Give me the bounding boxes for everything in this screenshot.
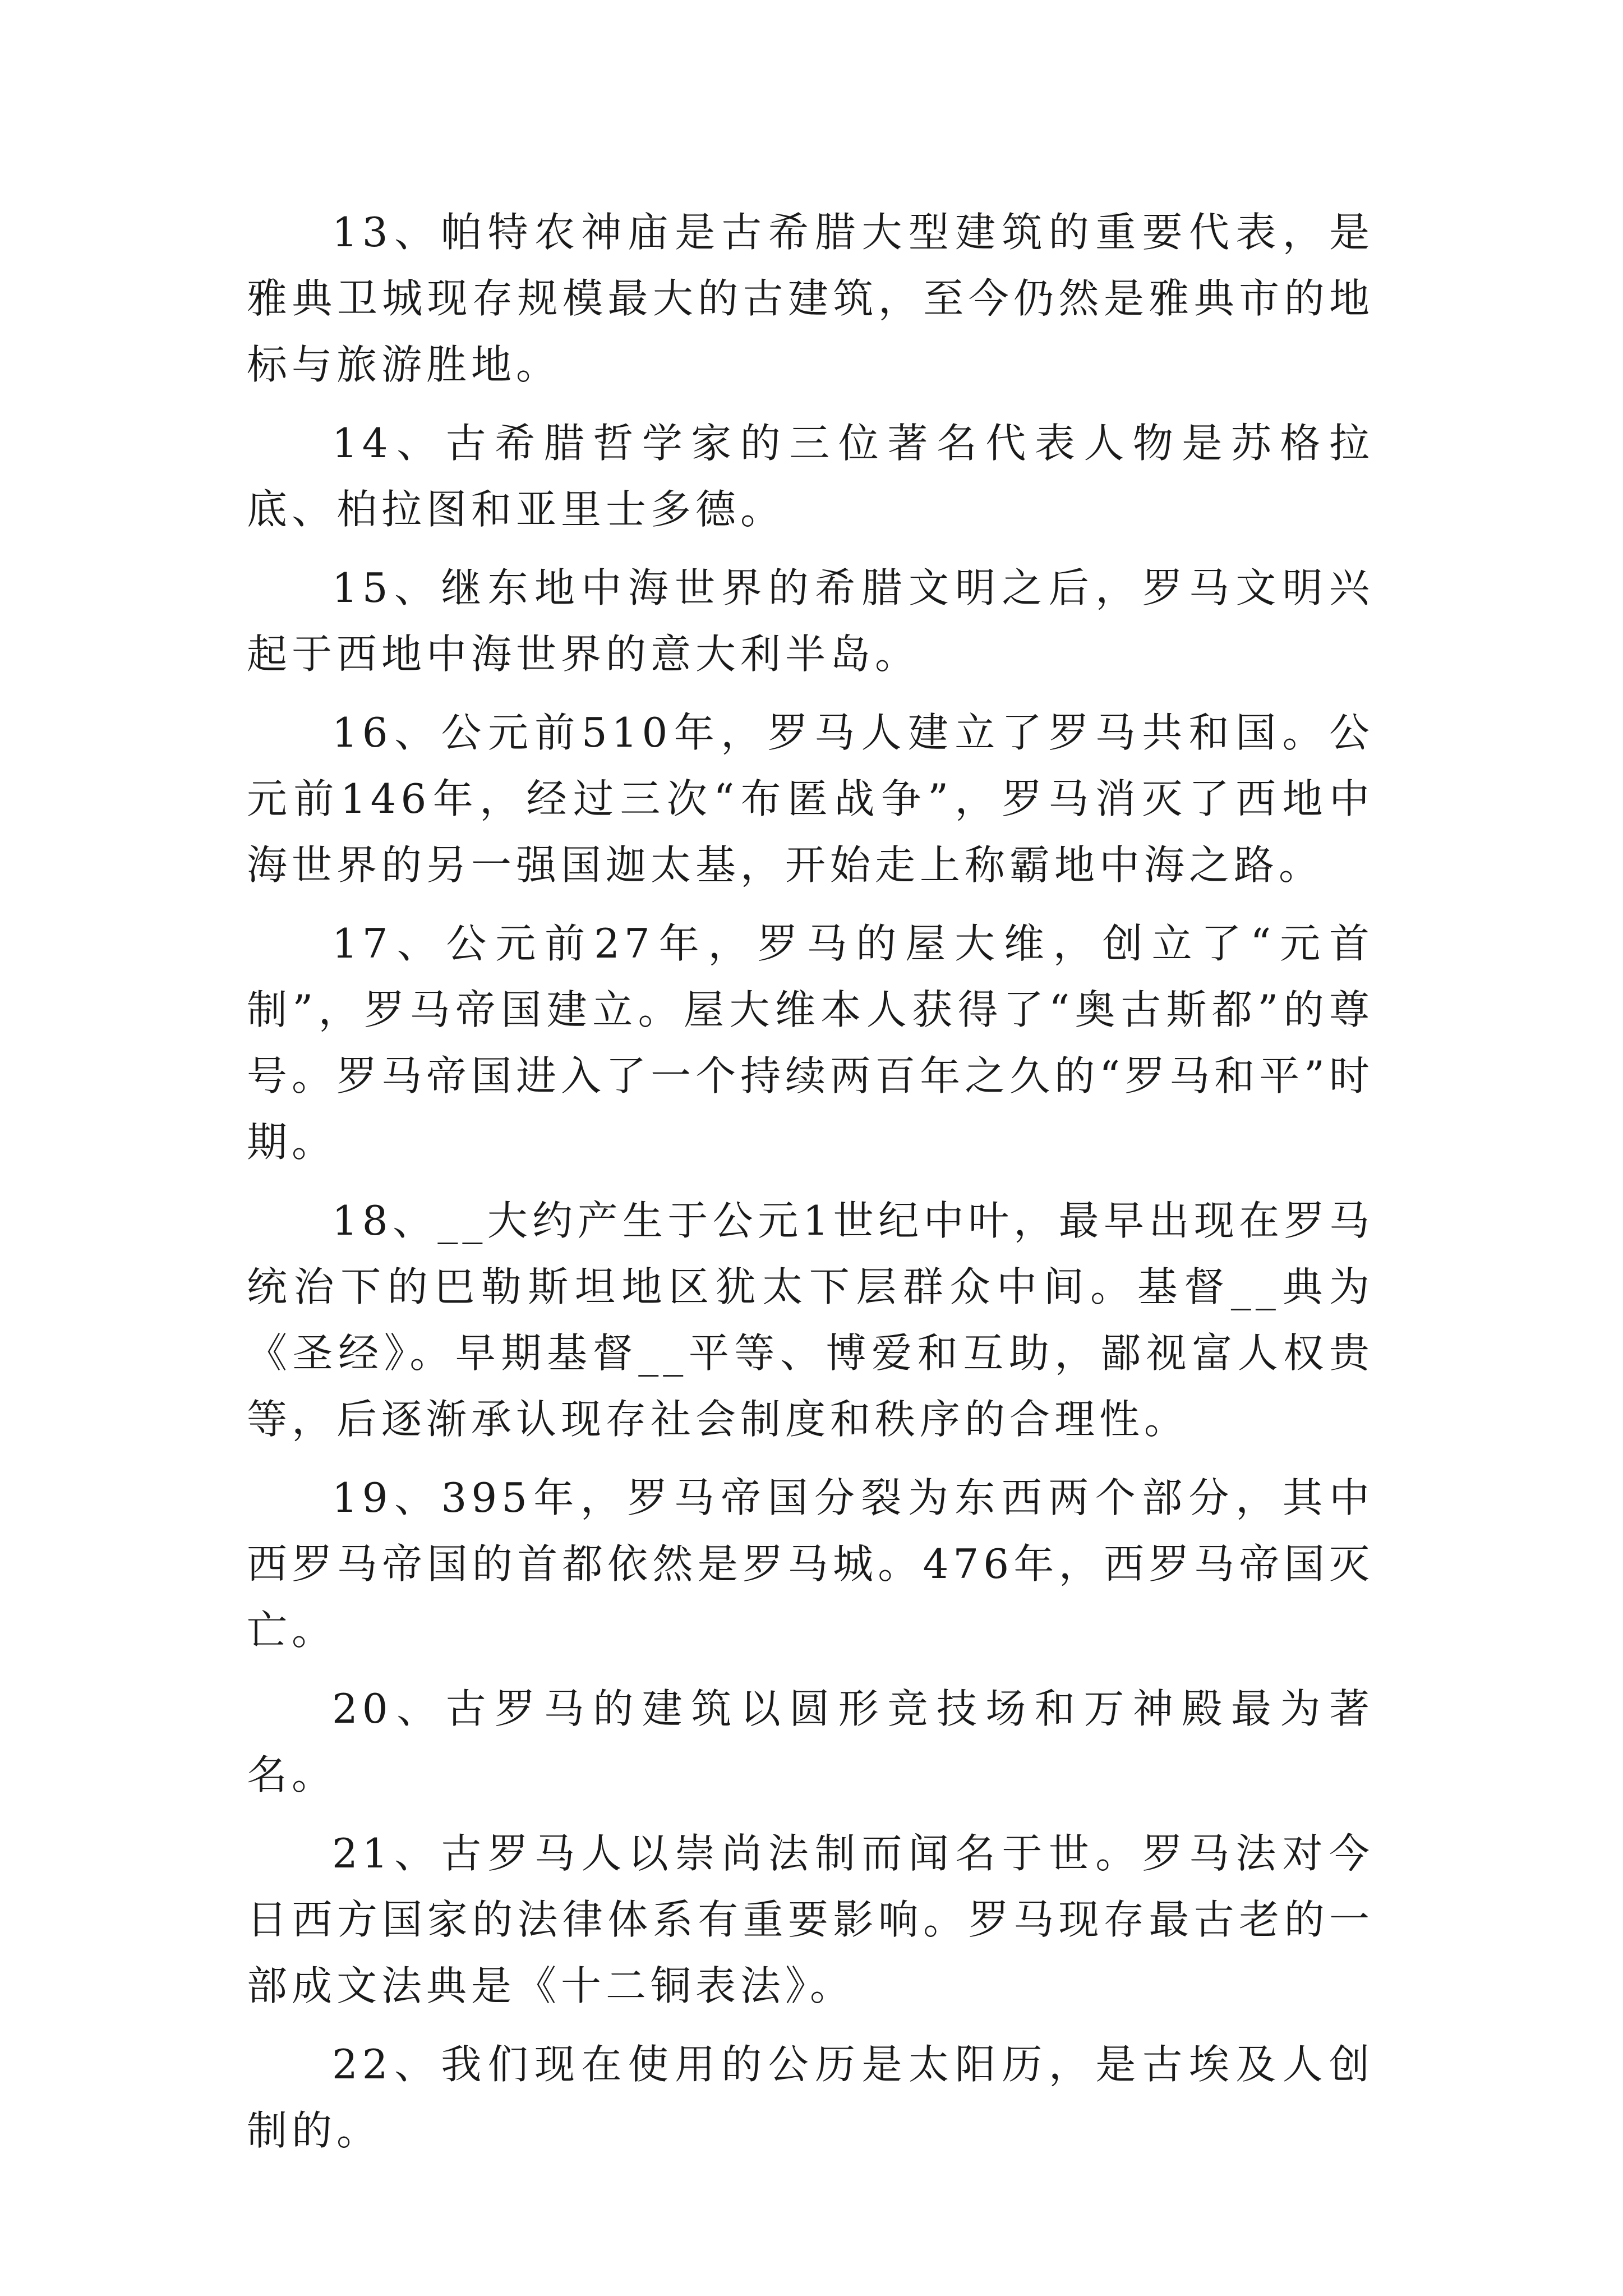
paragraph-16: 16、公元前510年，罗马人建立了罗马共和国。公元前146年，经过三次“布匿战争”，罗马消灭了西地中海世界的另一强国迦太基，开始走上称霸地中海之路。 bbox=[247, 709, 1374, 889]
paragraph-14: 14、古希腊哲学家的三位著名代表人物是苏格拉底、柏拉图和亚里士多德。 bbox=[247, 420, 1374, 533]
paragraph-17: 17、公元前27年，罗马的屋大维，创立了“元首制”，罗马帝国建立。屋大维本人获得了“奥古斯都”的尊号。罗马帝国进入了一个持续两百年之久的“罗马和平”时期。 bbox=[247, 920, 1374, 1166]
paragraph-15: 15、继东地中海世界的希腊文明之后，罗马文明兴起于西地中海世界的意大利半岛。 bbox=[247, 564, 1374, 678]
paragraph-20: 20、古罗马的建筑以圆形竞技场和万神殿最为著名。 bbox=[247, 1685, 1374, 1798]
paragraph-13: 13、帕特农神庙是古希腊大型建筑的重要代表，是雅典卫城现存规模最大的古建筑，至今仍然是雅典市的地标与旅游胜地。 bbox=[247, 209, 1374, 388]
document-body bbox=[247, 199, 1374, 2176]
paragraph-19: 19、395年，罗马帝国分裂为东西两个部分，其中西罗马帝国的首都依然是罗马城。476年，西罗马帝国灭亡。 bbox=[247, 1474, 1374, 1654]
paragraph-18: 18、__大约产生于公元1世纪中叶，最早出现在罗马统治下的巴勒斯坦地区犹太下层群众中间。基督__典为《圣经》。早期基督__平等、博爱和互助，鄙视富人权贵等，后逐渐承认现存社会制度和秩序的合理性。 bbox=[247, 1197, 1374, 1443]
paragraph-21: 21、古罗马人以崇尚法制而闻名于世。罗马法对今日西方国家的法律体系有重要影响。罗马现存最古老的一部成文法典是《十二铜表法》。 bbox=[247, 1830, 1374, 2009]
paragraph-22: 22、我们现在使用的公历是太阳历，是古埃及人创制的。 bbox=[247, 2041, 1374, 2154]
